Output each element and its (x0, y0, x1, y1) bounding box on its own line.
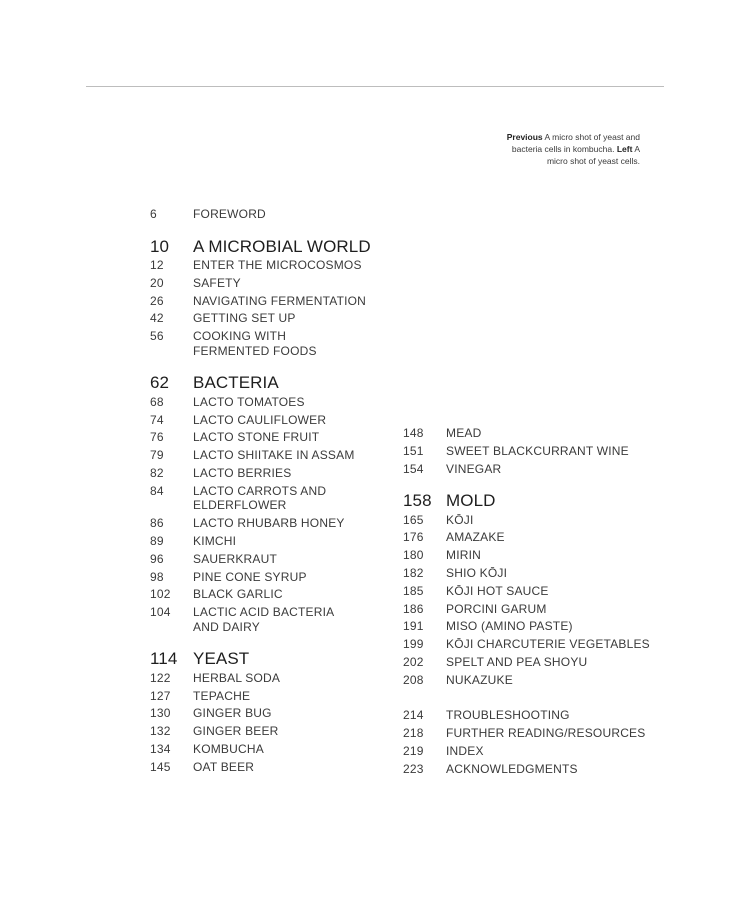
toc-entry (403, 444, 663, 459)
toc-entry-title-line: LACTO BERRIES (193, 466, 292, 481)
toc-page-number: 145 (150, 759, 171, 774)
toc-entry (150, 294, 410, 309)
toc-entry (403, 673, 663, 688)
toc-entry (150, 276, 410, 291)
toc-page-number: 218 (403, 726, 424, 741)
toc-page-number: 191 (403, 619, 424, 634)
toc-entry (403, 513, 663, 528)
toc-entry-title-line: NUKAZUKE (446, 672, 513, 687)
toc-page-number: 98 (150, 569, 164, 584)
toc-entry-title (193, 742, 410, 757)
toc-entry-title-line: NAVIGATING FERMENTATION (193, 293, 367, 308)
toc-entry (150, 570, 410, 585)
toc-entry-title (193, 671, 410, 686)
toc-page-number: 151 (403, 443, 424, 458)
caption-left-text: A micro shot of yeast cells. (546, 144, 640, 167)
toc-entry-title-line: FERMENTED FOODS (193, 343, 317, 358)
toc-entry-title (193, 587, 410, 602)
toc-entry-title-line: FURTHER READING/RESOURCES (446, 726, 646, 741)
toc-entry (403, 726, 663, 741)
toc-entry (403, 602, 663, 617)
toc-entry (403, 619, 663, 634)
toc-entry-title-line: SAUERKRAUT (193, 551, 278, 566)
toc-entry-title: FOREWORD (193, 207, 266, 221)
toc-entry-title (446, 462, 663, 477)
toc-entry-title-line: PINE CONE SYRUP (193, 569, 307, 584)
toc-entry-title (446, 584, 663, 599)
toc-page-number: 74 (150, 412, 164, 427)
toc-entry-title (446, 708, 663, 723)
toc-entry-title-line: VINEGAR (446, 461, 502, 476)
toc-entry-title (193, 311, 410, 326)
toc-page-number: 86 (150, 516, 164, 531)
toc-page-number: 134 (150, 741, 171, 756)
toc-entry (403, 566, 663, 581)
toc-entry-title (446, 602, 663, 617)
section-page-number: 114 (150, 649, 178, 669)
toc-entry (150, 516, 410, 531)
section-page-number: 158 (403, 491, 432, 511)
toc-entry-title-line: SHIO KŌJI (446, 566, 508, 580)
toc-page-number: 122 (150, 670, 171, 685)
section-heading-microbial (150, 237, 410, 257)
toc-entry-title (446, 637, 663, 652)
toc-entry-title-line: TROUBLESHOOTING (446, 708, 570, 723)
spacer (403, 690, 663, 708)
toc-entry-title (446, 744, 663, 759)
toc-entry-title (193, 276, 410, 291)
section-title: YEAST (193, 649, 250, 669)
toc-page-number: 148 (403, 426, 424, 440)
toc-page-number: 56 (150, 329, 164, 344)
toc-entry (150, 395, 410, 410)
toc-entry-title-line: LACTO CAULIFLOWER (193, 412, 327, 427)
toc-entry-title (446, 530, 663, 545)
toc-entry-title-line: TEPACHE (193, 688, 251, 703)
toc-entry (150, 706, 410, 721)
toc-entry-title (193, 329, 410, 358)
toc-page-number: 132 (150, 724, 171, 739)
toc-entry-title (446, 762, 663, 777)
toc-entry-title-line: AND DAIRY (193, 619, 260, 634)
toc-page-number: 20 (150, 275, 164, 290)
toc-entry-foreword (150, 207, 410, 222)
toc-page-number: 96 (150, 551, 164, 566)
toc-entry-title (193, 466, 410, 481)
toc-entry-title-line: LACTO SHIITAKE IN ASSAM (193, 448, 355, 463)
toc-entry-title-line: KŌJI HOT SAUCE (446, 583, 549, 598)
toc-entry (150, 430, 410, 445)
toc-left-column (150, 207, 410, 777)
section-heading-bacteria (150, 373, 410, 393)
toc-entry (403, 744, 663, 759)
caption-previous-label: Previous (506, 132, 543, 142)
section-list-microbial (150, 258, 410, 358)
toc-entry (150, 484, 410, 513)
toc-entry (150, 534, 410, 549)
toc-entry-title-line: BLACK GARLIC (193, 587, 283, 602)
toc-page-number: 165 (403, 512, 424, 527)
toc-entry-title-line: GINGER BUG (193, 706, 272, 721)
toc-entry-title (193, 724, 410, 739)
toc-entry-title (193, 570, 410, 585)
toc-entry (150, 448, 410, 463)
toc-page-number: 42 (150, 311, 164, 326)
toc-entry-title (446, 655, 663, 670)
toc-entry (403, 655, 663, 670)
toc-entry-title (446, 426, 663, 441)
toc-entry-title (193, 760, 410, 775)
toc-entry-title-line: KŌJI CHARCUTERIE VEGETABLES (446, 637, 650, 652)
toc-entry-title-line: HERBAL SODA (193, 670, 281, 685)
toc-entry-title (446, 513, 663, 528)
toc-right-column (403, 426, 663, 780)
toc-page-number: 199 (403, 637, 424, 652)
toc-entry (403, 426, 663, 441)
toc-entry (150, 466, 410, 481)
toc-entry (150, 671, 410, 686)
toc-page-number: 180 (403, 548, 424, 563)
toc-page-number: 89 (150, 533, 164, 548)
toc-entry-title-line: MEAD (446, 426, 482, 440)
section-list-bacteria (150, 395, 410, 634)
toc-entry-title (446, 548, 663, 563)
toc-entry (403, 762, 663, 777)
toc-entry-title-line: LACTIC ACID BACTERIA (193, 605, 335, 620)
toc-entry-title-line: PORCINI GARUM (446, 601, 547, 616)
section-list-mold (403, 513, 663, 688)
toc-page-number: 104 (150, 605, 171, 620)
toc-entry-title-line: KOMBUCHA (193, 741, 264, 756)
toc-entry-title (446, 566, 663, 581)
toc-page-number: 79 (150, 448, 164, 463)
toc-entry (403, 548, 663, 563)
toc-entry (150, 311, 410, 326)
section-page-number: 10 (150, 236, 170, 256)
toc-entry (150, 760, 410, 775)
toc-page-number: 186 (403, 601, 424, 616)
toc-page-number: 223 (403, 761, 424, 776)
section-page-number: 62 (150, 373, 170, 393)
toc-entry-title (446, 673, 663, 688)
toc-page-number: 208 (403, 672, 424, 687)
toc-entry (150, 552, 410, 567)
caption-previous-text: A micro shot of yeast and bacteria cells in kombucha. (511, 132, 640, 155)
toc-page-number: 176 (403, 530, 424, 545)
section-title: BACTERIA (193, 373, 279, 393)
toc-entry-title (193, 689, 410, 704)
toc-page-number: 6 (150, 207, 157, 221)
toc-entry (150, 689, 410, 704)
toc-entry-title (193, 430, 410, 445)
toc-entry-title-line: AMAZAKE (446, 530, 505, 545)
section-heading-mold (403, 491, 663, 511)
toc-entry (150, 587, 410, 602)
toc-entry-title (193, 258, 410, 273)
toc-page-number: 26 (150, 293, 164, 308)
toc-entry-title (193, 534, 410, 549)
toc-entry-title-line: OAT BEER (193, 759, 255, 774)
section-title: A MICROBIAL WORLD (193, 236, 371, 256)
toc-entry-title-line: ELDERFLOWER (193, 498, 287, 513)
toc-page-number: 84 (150, 483, 164, 498)
toc-entry-title-line: GETTING SET UP (193, 311, 296, 326)
section-list-back-matter (403, 708, 663, 776)
toc-entry (403, 637, 663, 652)
toc-page-number: 219 (403, 744, 424, 759)
toc-page-number: 202 (403, 654, 424, 669)
toc-entry-title-line: MIRIN (446, 548, 481, 563)
toc-entry-title-line: SPELT AND PEA SHOYU (446, 654, 588, 669)
toc-entry-title (193, 294, 410, 309)
toc-page-number: 127 (150, 688, 171, 703)
toc-page-number: 68 (150, 394, 164, 409)
toc-entry-title (446, 444, 663, 459)
toc-entry (403, 584, 663, 599)
toc-page-number: 82 (150, 466, 164, 481)
toc-page-number: 185 (403, 583, 424, 598)
section-list-yeast-continued (403, 426, 663, 476)
toc-entry-title-line: KIMCHI (193, 533, 237, 548)
toc-entry-title (446, 726, 663, 741)
toc-page-number: 214 (403, 708, 424, 723)
toc-entry-title-line: SWEET BLACKCURRANT WINE (446, 443, 629, 458)
photo-caption (500, 131, 640, 168)
toc-page-number: 102 (150, 587, 171, 602)
toc-entry-title (193, 552, 410, 567)
toc-entry (150, 258, 410, 273)
section-title: MOLD (446, 491, 496, 511)
toc-entry-title-line: ACKNOWLEDGMENTS (446, 761, 578, 776)
toc-entry (403, 462, 663, 477)
toc-entry-title-line: GINGER BEER (193, 724, 279, 739)
toc-entry-title (193, 448, 410, 463)
toc-entry-title (193, 484, 410, 513)
toc-page-number: 182 (403, 566, 424, 580)
section-list-yeast (150, 671, 410, 775)
toc-entry-title-line: MISO (AMINO PASTE) (446, 619, 573, 634)
toc-page-number: 12 (150, 258, 164, 273)
toc-entry-title-line: KŌJI (446, 512, 474, 527)
toc-entry-title (193, 516, 410, 531)
toc-entry-title-line: LACTO CARROTS AND (193, 483, 327, 498)
toc-entry (150, 724, 410, 739)
toc-entry-title-line: ENTER THE MICROCOSMOS (193, 258, 362, 273)
toc-page-number: 76 (150, 430, 164, 445)
toc-entry-title-line: LACTO TOMATOES (193, 394, 305, 409)
toc-entry-title (193, 605, 410, 634)
toc-entry-title-line: LACTO RHUBARB HONEY (193, 516, 345, 531)
toc-entry-title-line: COOKING WITH (193, 329, 287, 344)
toc-entry-title-line: SAFETY (193, 275, 241, 290)
toc-entry-title (193, 395, 410, 410)
toc-entry (403, 530, 663, 545)
toc-page-number: 130 (150, 706, 171, 721)
toc-entry (403, 708, 663, 723)
toc-entry-title-line: LACTO STONE FRUIT (193, 430, 320, 445)
toc-entry-title (193, 413, 410, 428)
toc-entry-title (446, 619, 663, 634)
toc-page-number: 154 (403, 461, 424, 476)
caption-left-label: Left (616, 144, 633, 155)
toc-entry-title-line: INDEX (446, 744, 484, 759)
header-rule (86, 86, 664, 87)
toc-entry (150, 742, 410, 757)
section-heading-yeast (150, 649, 410, 669)
toc-entry (150, 329, 410, 358)
toc-entry (150, 605, 410, 634)
toc-entry (150, 413, 410, 428)
toc-entry-title (193, 706, 410, 721)
